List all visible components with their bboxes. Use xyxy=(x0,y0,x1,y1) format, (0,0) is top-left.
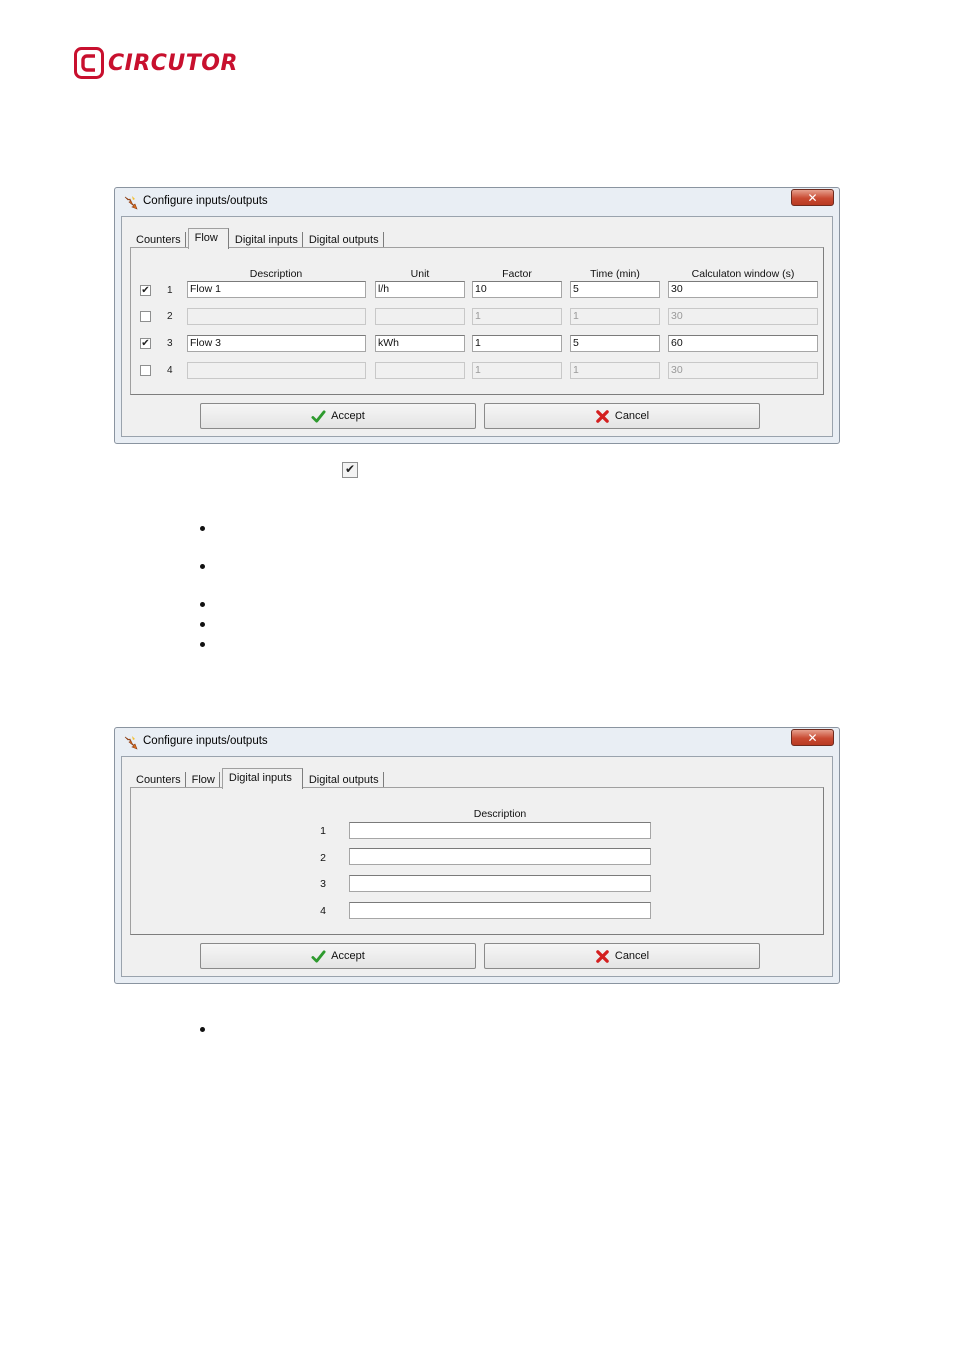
configure-dialog-digital-inputs xyxy=(114,727,840,984)
column-header-description: Description xyxy=(473,808,527,820)
bullet-marker xyxy=(200,526,208,534)
accept-button[interactable] xyxy=(200,403,476,429)
configure-dialog-flow xyxy=(114,187,840,444)
tab-strip xyxy=(132,768,386,789)
dialog-title: Configure inputs/outputs xyxy=(143,195,268,207)
tab-digital-outputs[interactable]: Digital outputs xyxy=(305,232,384,249)
row-enable-checkbox[interactable] xyxy=(140,311,151,322)
bullet-marker xyxy=(200,1027,208,1035)
factor-input[interactable]: 1 xyxy=(472,335,562,352)
dialog-title: Configure inputs/outputs xyxy=(143,735,268,747)
unit-input xyxy=(375,362,465,379)
unit-input[interactable]: l/h xyxy=(375,281,465,298)
factor-input[interactable]: 10 xyxy=(472,281,562,298)
digital-input-description[interactable] xyxy=(349,875,651,892)
accept-label: Accept xyxy=(331,950,365,962)
bullet-marker xyxy=(200,642,208,650)
time-input[interactable]: 5 xyxy=(570,335,660,352)
unit-input xyxy=(375,308,465,325)
dialog-client-area xyxy=(121,216,833,437)
description-input xyxy=(187,362,366,379)
column-header-unit: Unit xyxy=(410,268,430,280)
cancel-button[interactable] xyxy=(484,403,760,429)
description-input[interactable]: Flow 3 xyxy=(187,335,366,352)
unit-input[interactable]: kWh xyxy=(375,335,465,352)
inline-checkbox-sample: ✔ xyxy=(342,462,358,478)
row-number: 4 xyxy=(167,365,173,376)
factor-input: 1 xyxy=(472,308,562,325)
digital-inputs-tab-panel xyxy=(130,787,824,935)
digital-input-description[interactable] xyxy=(349,902,651,919)
calculation-window-input[interactable]: 60 xyxy=(668,335,818,352)
dialog-titlebar xyxy=(115,728,839,756)
row-number: 1 xyxy=(167,285,173,296)
cancel-button[interactable] xyxy=(484,943,760,969)
description-input[interactable]: Flow 1 xyxy=(187,281,366,298)
input-number: 3 xyxy=(320,878,326,890)
tab-counters[interactable]: Counters xyxy=(132,772,186,789)
calculation-window-input: 30 xyxy=(668,362,818,379)
calculation-window-input: 30 xyxy=(668,308,818,325)
tab-flow[interactable]: Flow xyxy=(188,772,220,789)
time-input[interactable]: 5 xyxy=(570,281,660,298)
bullet-marker xyxy=(200,602,208,610)
tab-strip xyxy=(132,228,386,249)
flow-tab-panel xyxy=(130,247,824,395)
cancel-label: Cancel xyxy=(614,950,650,962)
tab-digital-outputs[interactable]: Digital outputs xyxy=(305,772,384,789)
accept-button[interactable] xyxy=(200,943,476,969)
factor-input: 1 xyxy=(472,362,562,379)
input-number: 4 xyxy=(320,905,326,917)
red-x-icon xyxy=(595,949,610,964)
column-header-description: Description xyxy=(249,268,303,280)
input-number: 1 xyxy=(320,825,326,837)
tab-counters[interactable]: Counters xyxy=(132,232,186,249)
column-header-calculation-window: Calculaton window (s) xyxy=(691,268,795,280)
bullet-marker xyxy=(200,564,208,572)
time-input: 1 xyxy=(570,308,660,325)
row-enable-checkbox[interactable]: ✔ xyxy=(141,338,150,349)
red-x-icon xyxy=(595,409,610,424)
close-button[interactable]: ✕ xyxy=(791,729,834,746)
row-number: 3 xyxy=(167,338,173,349)
column-header-time: Time (min) xyxy=(590,268,640,280)
description-input xyxy=(187,308,366,325)
app-icon xyxy=(123,734,139,750)
bullet-marker xyxy=(200,622,208,630)
column-header-factor: Factor xyxy=(502,268,532,280)
digital-input-description[interactable] xyxy=(349,848,651,865)
accept-label: Accept xyxy=(331,410,365,422)
input-number: 2 xyxy=(320,852,326,864)
calculation-window-input[interactable]: 30 xyxy=(668,281,818,298)
tab-digital-inputs[interactable]: Digital inputs xyxy=(231,232,303,249)
tab-flow[interactable]: Flow xyxy=(188,228,229,249)
row-enable-checkbox[interactable]: ✔ xyxy=(141,285,150,296)
row-number: 2 xyxy=(167,311,173,322)
dialog-titlebar xyxy=(115,188,839,216)
app-icon xyxy=(123,194,139,210)
time-input: 1 xyxy=(570,362,660,379)
cancel-label: Cancel xyxy=(614,410,650,422)
row-enable-checkbox[interactable] xyxy=(140,365,151,376)
brand-name: CIRCUTOR xyxy=(108,50,238,76)
circutor-logo xyxy=(74,47,238,79)
dialog-client-area xyxy=(121,756,833,977)
digital-input-description[interactable] xyxy=(349,822,651,839)
checkmark-icon xyxy=(311,949,326,964)
tab-digital-inputs[interactable]: Digital inputs xyxy=(222,768,303,789)
circutor-logo-icon xyxy=(74,47,104,79)
checkmark-icon xyxy=(311,409,326,424)
close-button[interactable]: ✕ xyxy=(791,189,834,206)
